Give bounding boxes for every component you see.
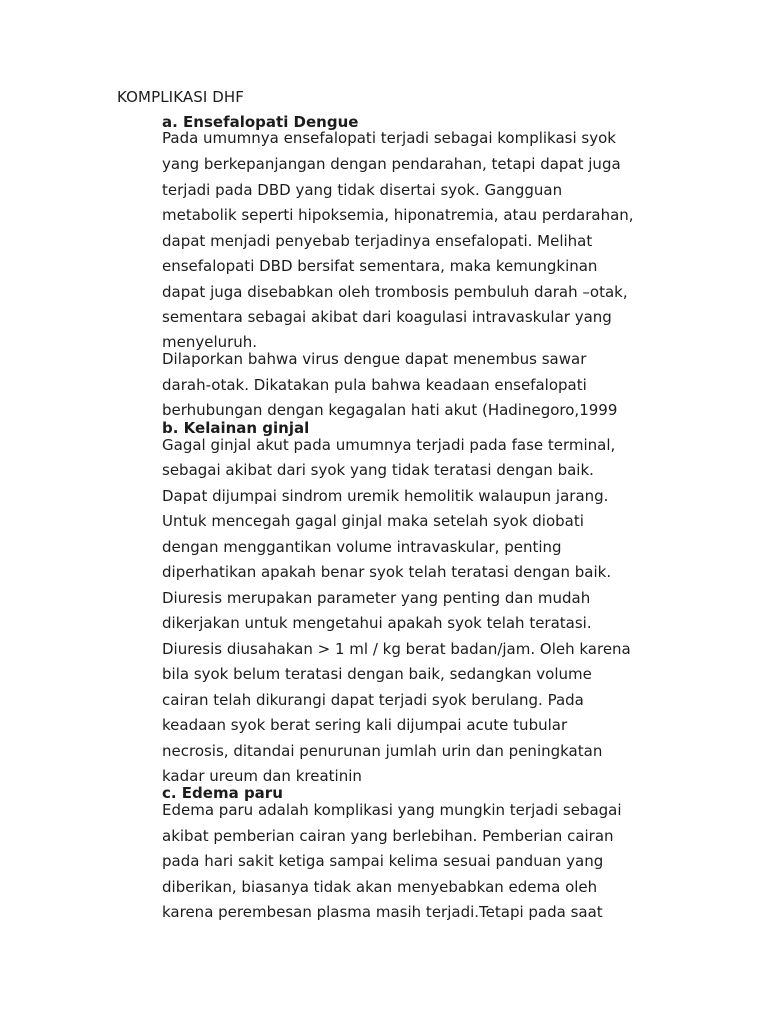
section-heading-kelainan-ginjal: b. Kelainan ginjal <box>162 419 310 437</box>
paragraph-line: Diuresis merupakan parameter yang penting dan mudah <box>162 589 591 607</box>
paragraph-line: berhubungan dengan kegagalan hati akut (Hadinegoro,1999 <box>162 401 618 419</box>
paragraph-line: Gagal ginjal akut pada umumnya terjadi pada fase terminal, <box>162 436 616 454</box>
paragraph-line: necrosis, ditandai penurunan jumlah urin dan peningkatan <box>162 742 603 760</box>
paragraph-line: akibat pemberian cairan yang berlebihan. Pemberian cairan <box>162 827 614 845</box>
paragraph-line: cairan telah dikurangi dapat terjadi syok berulang. Pada <box>162 691 584 709</box>
paragraph-line: Untuk mencegah gagal ginjal maka setelah syok diobati <box>162 512 584 530</box>
document-title: KOMPLIKASI DHF <box>117 88 244 106</box>
paragraph-line: kadar ureum dan kreatinin <box>162 767 362 785</box>
paragraph-line: Edema paru adalah komplikasi yang mungkin terjadi sebagai <box>162 801 622 819</box>
paragraph-line: menyeluruh. <box>162 333 258 351</box>
paragraph-line: keadaan syok berat sering kali dijumpai acute tubular <box>162 716 568 734</box>
paragraph-line: dengan menggantikan volume intravaskular, penting <box>162 538 562 556</box>
paragraph-line: sementara sebagai akibat dari koagulasi intravaskular yang <box>162 308 612 326</box>
paragraph-line: diberikan, biasanya tidak akan menyebabkan edema oleh <box>162 878 598 896</box>
paragraph-line: sebagai akibat dari syok yang tidak teratasi dengan baik. <box>162 461 594 479</box>
paragraph-line: pada hari sakit ketiga sampai kelima sesuai panduan yang <box>162 852 604 870</box>
paragraph-line: terjadi pada DBD yang tidak disertai syok. Gangguan <box>162 181 563 199</box>
paragraph-line: dapat menjadi penyebab terjadinya ensefalopati. Melihat <box>162 232 593 250</box>
section-heading-edema-paru: c. Edema paru <box>162 784 283 802</box>
paragraph-line: Dilaporkan bahwa virus dengue dapat menembus sawar <box>162 350 587 368</box>
paragraph-line: Pada umumnya ensefalopati terjadi sebagai komplikasi syok <box>162 129 616 147</box>
paragraph-line: metabolik seperti hipoksemia, hiponatremia, atau perdarahan, <box>162 206 634 224</box>
paragraph-line: darah-otak. Dikatakan pula bahwa keadaan ensefalopati <box>162 376 587 394</box>
paragraph-line: dikerjakan untuk mengetahui apakah syok telah teratasi. <box>162 614 592 632</box>
paragraph-line: dapat juga disebabkan oleh trombosis pembuluh darah –otak, <box>162 283 628 301</box>
paragraph-line: yang berkepanjangan dengan pendarahan, tetapi dapat juga <box>162 155 621 173</box>
paragraph-line: Dapat dijumpai sindrom uremik hemolitik walaupun jarang. <box>162 487 609 505</box>
paragraph-line: diperhatikan apakah benar syok telah teratasi dengan baik. <box>162 563 612 581</box>
paragraph-line: karena perembesan plasma masih terjadi.Tetapi pada saat <box>162 903 603 921</box>
paragraph-line: ensefalopati DBD bersifat sementara, maka kemungkinan <box>162 257 598 275</box>
paragraph-line: Diuresis diusahakan > 1 ml / kg berat badan/jam. Oleh karena <box>162 640 631 658</box>
paragraph-line: bila syok belum teratasi dengan baik, sedangkan volume <box>162 665 592 683</box>
section-heading-ensefalopati: a. Ensefalopati Dengue <box>162 113 359 131</box>
